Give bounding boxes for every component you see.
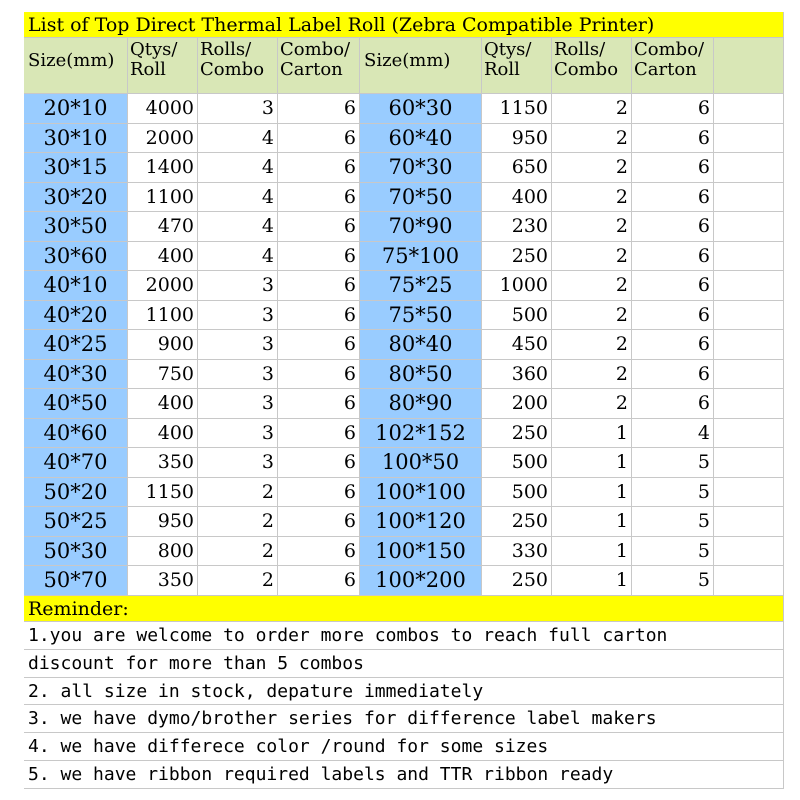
left-combo-per-carton-cell[interactable]: 6 [278, 389, 360, 419]
left-size-cell[interactable]: 40*20 [24, 301, 128, 331]
left-qtys-per-roll-cell[interactable]: 1150 [128, 478, 198, 508]
right-qtys-per-roll-cell[interactable]: 330 [482, 537, 552, 567]
right-size-cell[interactable]: 102*152 [360, 419, 482, 449]
header-combo-left[interactable] [278, 38, 360, 94]
left-size-cell[interactable]: 40*25 [24, 330, 128, 360]
empty-cell[interactable] [714, 507, 784, 537]
left-rolls-per-combo-cell[interactable]: 4 [198, 242, 278, 272]
header-qtys-line1: Qtys/ [130, 39, 178, 60]
left-size-cell[interactable]: 40*60 [24, 419, 128, 449]
left-combo-per-carton-cell[interactable]: 6 [278, 212, 360, 242]
right-rolls-per-combo-cell[interactable]: 2 [552, 242, 632, 272]
right-rolls-per-combo-cell[interactable]: 2 [552, 212, 632, 242]
empty-cell[interactable] [714, 153, 784, 183]
right-rolls-per-combo-cell[interactable]: 2 [552, 360, 632, 390]
left-combo-per-carton-cell[interactable]: 6 [278, 419, 360, 449]
left-combo-per-carton-cell[interactable]: 6 [278, 124, 360, 154]
left-size-cell[interactable]: 30*60 [24, 242, 128, 272]
left-rolls-per-combo-cell[interactable]: 2 [198, 566, 278, 596]
table-title[interactable]: List of Top Direct Thermal Label Roll (Zebra Compatible Printer) [24, 12, 784, 38]
left-size-cell[interactable]: 50*30 [24, 537, 128, 567]
header-combo-right[interactable] [632, 38, 714, 94]
left-combo-per-carton-cell[interactable]: 6 [278, 537, 360, 567]
right-qtys-per-roll-cell[interactable]: 500 [482, 478, 552, 508]
empty-cell[interactable] [714, 478, 784, 508]
right-qtys-per-roll-cell[interactable]: 360 [482, 360, 552, 390]
left-size-cell[interactable]: 40*50 [24, 389, 128, 419]
header-rolls-left[interactable] [198, 38, 278, 94]
left-combo-per-carton-cell[interactable]: 6 [278, 183, 360, 213]
right-size-cell[interactable]: 100*120 [360, 507, 482, 537]
left-size-cell[interactable]: 20*10 [24, 94, 128, 124]
left-combo-per-carton-cell[interactable]: 6 [278, 301, 360, 331]
right-rolls-per-combo-cell[interactable]: 1 [552, 478, 632, 508]
right-qtys-per-roll-cell[interactable]: 650 [482, 153, 552, 183]
empty-cell[interactable] [714, 94, 784, 124]
left-qtys-per-roll-cell[interactable]: 2000 [128, 271, 198, 301]
left-qtys-per-roll-cell[interactable]: 750 [128, 360, 198, 390]
left-combo-per-carton-cell[interactable]: 6 [278, 507, 360, 537]
header-size-left[interactable]: Size(mm) [24, 38, 128, 94]
empty-cell[interactable] [714, 389, 784, 419]
left-qtys-per-roll-cell[interactable]: 350 [128, 566, 198, 596]
header-combo-line1: Combo/ [634, 39, 705, 60]
right-combo-per-carton-cell[interactable]: 6 [632, 301, 714, 331]
right-combo-per-carton-cell[interactable]: 6 [632, 360, 714, 390]
right-qtys-per-roll-cell[interactable]: 250 [482, 566, 552, 596]
left-qtys-per-roll-cell[interactable]: 350 [128, 448, 198, 478]
right-qtys-per-roll-cell[interactable]: 400 [482, 183, 552, 213]
right-size-cell[interactable]: 100*50 [360, 448, 482, 478]
right-combo-per-carton-cell[interactable]: 5 [632, 448, 714, 478]
right-rolls-per-combo-cell[interactable]: 2 [552, 301, 632, 331]
empty-cell[interactable] [714, 360, 784, 390]
header-qtys-left[interactable] [128, 38, 198, 94]
left-qtys-per-roll-cell[interactable]: 470 [128, 212, 198, 242]
right-size-cell[interactable]: 100*100 [360, 478, 482, 508]
empty-cell[interactable] [714, 124, 784, 154]
reminder-note[interactable]: 5. we have ribbon required labels and TTR ribbon ready [24, 761, 784, 789]
right-combo-per-carton-cell[interactable]: 5 [632, 507, 714, 537]
left-qtys-per-roll-cell[interactable]: 400 [128, 389, 198, 419]
right-qtys-per-roll-cell[interactable]: 250 [482, 507, 552, 537]
left-combo-per-carton-cell[interactable]: 6 [278, 448, 360, 478]
empty-cell[interactable] [714, 330, 784, 360]
header-rolls-line1: Rolls/ [554, 39, 606, 60]
left-size-cell[interactable]: 30*50 [24, 212, 128, 242]
right-size-cell[interactable]: 100*150 [360, 537, 482, 567]
left-rolls-per-combo-cell[interactable]: 3 [198, 448, 278, 478]
right-qtys-per-roll-cell[interactable]: 1150 [482, 94, 552, 124]
right-size-cell[interactable]: 70*90 [360, 212, 482, 242]
empty-cell[interactable] [714, 242, 784, 272]
left-size-cell[interactable]: 40*70 [24, 448, 128, 478]
right-rolls-per-combo-cell[interactable]: 2 [552, 124, 632, 154]
left-size-cell[interactable]: 50*20 [24, 478, 128, 508]
left-size-cell[interactable]: 50*70 [24, 566, 128, 596]
header-qtys-line1: Qtys/ [484, 39, 532, 60]
reminder-note[interactable]: discount for more than 5 combos [24, 650, 784, 678]
right-size-cell[interactable]: 80*90 [360, 389, 482, 419]
empty-cell[interactable] [714, 419, 784, 449]
left-combo-per-carton-cell[interactable]: 6 [278, 242, 360, 272]
right-rolls-per-combo-cell[interactable]: 2 [552, 94, 632, 124]
right-combo-per-carton-cell[interactable]: 5 [632, 478, 714, 508]
left-rolls-per-combo-cell[interactable]: 3 [198, 360, 278, 390]
right-rolls-per-combo-cell[interactable]: 1 [552, 507, 632, 537]
left-combo-per-carton-cell[interactable]: 6 [278, 153, 360, 183]
empty-cell[interactable] [714, 183, 784, 213]
right-size-cell[interactable]: 80*50 [360, 360, 482, 390]
left-size-cell[interactable]: 40*30 [24, 360, 128, 390]
right-qtys-per-roll-cell[interactable]: 200 [482, 389, 552, 419]
right-combo-per-carton-cell[interactable]: 6 [632, 271, 714, 301]
right-rolls-per-combo-cell[interactable]: 2 [552, 183, 632, 213]
header-qtys-right[interactable] [482, 38, 552, 94]
header-empty[interactable] [714, 38, 784, 94]
left-qtys-per-roll-cell[interactable]: 1400 [128, 153, 198, 183]
right-rolls-per-combo-cell[interactable]: 2 [552, 389, 632, 419]
left-qtys-per-roll-cell[interactable]: 4000 [128, 94, 198, 124]
left-rolls-per-combo-cell[interactable]: 3 [198, 94, 278, 124]
left-rolls-per-combo-cell[interactable]: 4 [198, 183, 278, 213]
reminder-note[interactable]: 2. all size in stock, depature immediately [24, 678, 784, 706]
left-qtys-per-roll-cell[interactable]: 1100 [128, 301, 198, 331]
left-combo-per-carton-cell[interactable]: 6 [278, 478, 360, 508]
right-size-cell[interactable]: 60*30 [360, 94, 482, 124]
header-qtys-line2: Roll [130, 59, 166, 80]
header-combo-line2: Carton [280, 59, 343, 80]
left-rolls-per-combo-cell[interactable]: 2 [198, 537, 278, 567]
right-rolls-per-combo-cell[interactable]: 2 [552, 330, 632, 360]
right-qtys-per-roll-cell[interactable]: 250 [482, 242, 552, 272]
header-rolls-line2: Combo [554, 59, 619, 80]
header-rolls-right[interactable] [552, 38, 632, 94]
header-combo-line2: Carton [634, 59, 697, 80]
right-rolls-per-combo-cell[interactable]: 1 [552, 537, 632, 567]
right-rolls-per-combo-cell[interactable]: 1 [552, 566, 632, 596]
left-rolls-per-combo-cell[interactable]: 3 [198, 301, 278, 331]
right-combo-per-carton-cell[interactable]: 5 [632, 537, 714, 567]
right-qtys-per-roll-cell[interactable]: 250 [482, 419, 552, 449]
right-size-cell[interactable]: 80*40 [360, 330, 482, 360]
reminder-note[interactable]: 3. we have dymo/brother series for difference label makers [24, 705, 784, 733]
left-rolls-per-combo-cell[interactable]: 3 [198, 271, 278, 301]
right-size-cell[interactable]: 70*50 [360, 183, 482, 213]
header-rolls-line2: Combo [200, 59, 265, 80]
right-qtys-per-roll-cell[interactable]: 950 [482, 124, 552, 154]
left-rolls-per-combo-cell[interactable]: 4 [198, 124, 278, 154]
left-combo-per-carton-cell[interactable]: 6 [278, 330, 360, 360]
right-combo-per-carton-cell[interactable]: 6 [632, 124, 714, 154]
left-rolls-per-combo-cell[interactable]: 3 [198, 419, 278, 449]
right-size-cell[interactable]: 100*200 [360, 566, 482, 596]
left-rolls-per-combo-cell[interactable]: 3 [198, 389, 278, 419]
reminder-title[interactable]: Reminder: [24, 596, 784, 622]
left-combo-per-carton-cell[interactable]: 6 [278, 360, 360, 390]
right-combo-per-carton-cell[interactable]: 6 [632, 330, 714, 360]
left-qtys-per-roll-cell[interactable]: 400 [128, 242, 198, 272]
reminder-note[interactable]: 4. we have differece color /round for some sizes [24, 733, 784, 761]
empty-cell[interactable] [714, 271, 784, 301]
right-combo-per-carton-cell[interactable]: 5 [632, 566, 714, 596]
right-combo-per-carton-cell[interactable]: 6 [632, 212, 714, 242]
empty-cell[interactable] [714, 448, 784, 478]
left-qtys-per-roll-cell[interactable]: 900 [128, 330, 198, 360]
empty-cell[interactable] [714, 537, 784, 567]
left-size-cell[interactable]: 30*20 [24, 183, 128, 213]
empty-cell[interactable] [714, 212, 784, 242]
right-rolls-per-combo-cell[interactable]: 2 [552, 153, 632, 183]
right-size-cell[interactable]: 60*40 [360, 124, 482, 154]
left-rolls-per-combo-cell[interactable]: 3 [198, 330, 278, 360]
left-size-cell[interactable]: 30*10 [24, 124, 128, 154]
left-qtys-per-roll-cell[interactable]: 400 [128, 419, 198, 449]
right-qtys-per-roll-cell[interactable]: 500 [482, 448, 552, 478]
right-combo-per-carton-cell[interactable]: 6 [632, 242, 714, 272]
left-rolls-per-combo-cell[interactable]: 4 [198, 212, 278, 242]
reminder-note[interactable]: 1.you are welcome to order more combos to reach full carton [24, 622, 784, 650]
left-combo-per-carton-cell[interactable]: 6 [278, 566, 360, 596]
right-qtys-per-roll-cell[interactable]: 450 [482, 330, 552, 360]
right-combo-per-carton-cell[interactable]: 4 [632, 419, 714, 449]
right-combo-per-carton-cell[interactable]: 6 [632, 153, 714, 183]
left-size-cell[interactable]: 50*25 [24, 507, 128, 537]
right-combo-per-carton-cell[interactable]: 6 [632, 94, 714, 124]
empty-cell[interactable] [714, 566, 784, 596]
left-rolls-per-combo-cell[interactable]: 2 [198, 507, 278, 537]
left-rolls-per-combo-cell[interactable]: 2 [198, 478, 278, 508]
left-rolls-per-combo-cell[interactable]: 4 [198, 153, 278, 183]
right-qtys-per-roll-cell[interactable]: 1000 [482, 271, 552, 301]
left-qtys-per-roll-cell[interactable]: 800 [128, 537, 198, 567]
right-combo-per-carton-cell[interactable]: 6 [632, 183, 714, 213]
left-size-cell[interactable]: 40*10 [24, 271, 128, 301]
left-size-cell[interactable]: 30*15 [24, 153, 128, 183]
left-qtys-per-roll-cell[interactable]: 950 [128, 507, 198, 537]
left-qtys-per-roll-cell[interactable]: 2000 [128, 124, 198, 154]
right-size-cell[interactable]: 75*50 [360, 301, 482, 331]
right-size-cell[interactable]: 75*100 [360, 242, 482, 272]
right-rolls-per-combo-cell[interactable]: 2 [552, 271, 632, 301]
right-rolls-per-combo-cell[interactable]: 1 [552, 448, 632, 478]
left-qtys-per-roll-cell[interactable]: 1100 [128, 183, 198, 213]
right-size-cell[interactable]: 75*25 [360, 271, 482, 301]
right-rolls-per-combo-cell[interactable]: 1 [552, 419, 632, 449]
header-rolls-line1: Rolls/ [200, 39, 252, 60]
header-qtys-line2: Roll [484, 59, 520, 80]
header-size-right[interactable]: Size(mm) [360, 38, 482, 94]
header-combo-line1: Combo/ [280, 39, 351, 60]
right-qtys-per-roll-cell[interactable]: 230 [482, 212, 552, 242]
right-size-cell[interactable]: 70*30 [360, 153, 482, 183]
right-qtys-per-roll-cell[interactable]: 500 [482, 301, 552, 331]
empty-cell[interactable] [714, 301, 784, 331]
left-combo-per-carton-cell[interactable]: 6 [278, 94, 360, 124]
right-combo-per-carton-cell[interactable]: 6 [632, 389, 714, 419]
left-combo-per-carton-cell[interactable]: 6 [278, 271, 360, 301]
